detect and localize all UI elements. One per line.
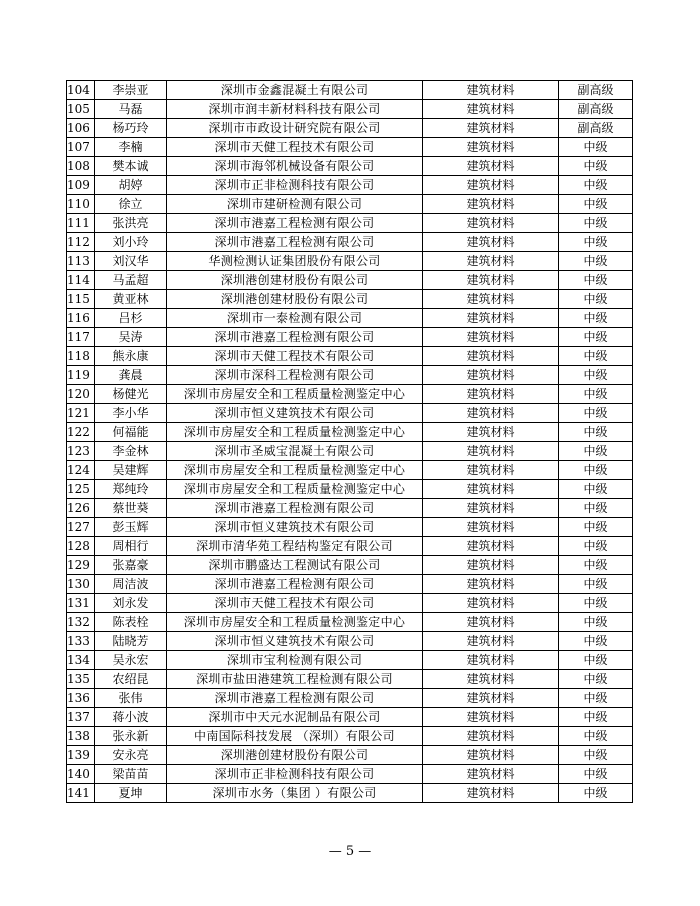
title-level-cell: 中级 (559, 233, 633, 252)
specialty-field-cell: 建筑材料 (423, 423, 559, 442)
table-row (67, 328, 633, 347)
person-name-cell: 刘小玲 (95, 233, 167, 252)
table-row (67, 138, 633, 157)
organization-name-cell: 深圳市中天元水泥制品有限公司 (167, 708, 423, 727)
person-name-cell: 郑纯玲 (95, 480, 167, 499)
organization-name-cell: 深圳市润丰新材料科技有限公司 (167, 100, 423, 119)
table-row (67, 271, 633, 290)
person-name-cell: 张洪亮 (95, 214, 167, 233)
specialty-field-cell: 建筑材料 (423, 537, 559, 556)
title-level-cell: 中级 (559, 537, 633, 556)
organization-name-cell: 深圳市鹏盛达工程测试有限公司 (167, 556, 423, 575)
organization-name-cell: 深圳市恒义建筑技术有限公司 (167, 632, 423, 651)
row-number-cell: 113 (67, 252, 95, 271)
table-row (67, 176, 633, 195)
person-name-cell: 吴涛 (95, 328, 167, 347)
title-level-cell: 中级 (559, 252, 633, 271)
row-number-cell: 119 (67, 366, 95, 385)
table-row (67, 708, 633, 727)
row-number-cell: 115 (67, 290, 95, 309)
person-name-cell: 吴永宏 (95, 651, 167, 670)
specialty-field-cell: 建筑材料 (423, 81, 559, 100)
table-row (67, 366, 633, 385)
row-number-cell: 121 (67, 404, 95, 423)
row-number-cell: 105 (67, 100, 95, 119)
table-row (67, 727, 633, 746)
specialty-field-cell: 建筑材料 (423, 784, 559, 803)
row-number-cell: 135 (67, 670, 95, 689)
person-name-cell: 周相行 (95, 537, 167, 556)
row-number-cell: 108 (67, 157, 95, 176)
table-row (67, 784, 633, 803)
organization-name-cell: 深圳市港嘉工程检测有限公司 (167, 328, 423, 347)
personnel-table-body (67, 81, 633, 803)
row-number-cell: 137 (67, 708, 95, 727)
specialty-field-cell: 建筑材料 (423, 176, 559, 195)
table-row (67, 309, 633, 328)
table-row (67, 651, 633, 670)
specialty-field-cell: 建筑材料 (423, 613, 559, 632)
row-number-cell: 122 (67, 423, 95, 442)
title-level-cell: 中级 (559, 271, 633, 290)
specialty-field-cell: 建筑材料 (423, 518, 559, 537)
specialty-field-cell: 建筑材料 (423, 157, 559, 176)
organization-name-cell: 深圳市水务（集团 ）有限公司 (167, 784, 423, 803)
title-level-cell: 中级 (559, 442, 633, 461)
person-name-cell: 梁苗苗 (95, 765, 167, 784)
organization-name-cell: 深圳市港嘉工程检测有限公司 (167, 689, 423, 708)
organization-name-cell: 深圳市港嘉工程检测有限公司 (167, 214, 423, 233)
table-row (67, 157, 633, 176)
person-name-cell: 农绍昆 (95, 670, 167, 689)
row-number-cell: 133 (67, 632, 95, 651)
specialty-field-cell: 建筑材料 (423, 233, 559, 252)
table-row (67, 670, 633, 689)
table-row (67, 537, 633, 556)
row-number-cell: 131 (67, 594, 95, 613)
organization-name-cell: 深圳市天健工程技术有限公司 (167, 594, 423, 613)
organization-name-cell: 华测检测认证集团股份有限公司 (167, 252, 423, 271)
title-level-cell: 中级 (559, 423, 633, 442)
row-number-cell: 125 (67, 480, 95, 499)
row-number-cell: 116 (67, 309, 95, 328)
specialty-field-cell: 建筑材料 (423, 632, 559, 651)
row-number-cell: 112 (67, 233, 95, 252)
row-number-cell: 124 (67, 461, 95, 480)
organization-name-cell: 深圳市清华苑工程结构鉴定有限公司 (167, 537, 423, 556)
table-row (67, 214, 633, 233)
organization-name-cell: 深圳市天健工程技术有限公司 (167, 138, 423, 157)
title-level-cell: 中级 (559, 518, 633, 537)
specialty-field-cell: 建筑材料 (423, 366, 559, 385)
table-row (67, 480, 633, 499)
title-level-cell: 副高级 (559, 81, 633, 100)
table-row (67, 518, 633, 537)
organization-name-cell: 深圳市市政设计研究院有限公司 (167, 119, 423, 138)
row-number-cell: 118 (67, 347, 95, 366)
personnel-table (66, 80, 633, 803)
person-name-cell: 张伟 (95, 689, 167, 708)
organization-name-cell: 深圳市房屋安全和工程质量检测鉴定中心 (167, 613, 423, 632)
title-level-cell: 副高级 (559, 100, 633, 119)
table-row (67, 632, 633, 651)
person-name-cell: 周洁波 (95, 575, 167, 594)
specialty-field-cell: 建筑材料 (423, 328, 559, 347)
row-number-cell: 117 (67, 328, 95, 347)
specialty-field-cell: 建筑材料 (423, 727, 559, 746)
title-level-cell: 中级 (559, 480, 633, 499)
organization-name-cell: 深圳市一泰检测有限公司 (167, 309, 423, 328)
title-level-cell: 中级 (559, 176, 633, 195)
table-row (67, 290, 633, 309)
row-number-cell: 127 (67, 518, 95, 537)
specialty-field-cell: 建筑材料 (423, 385, 559, 404)
specialty-field-cell: 建筑材料 (423, 594, 559, 613)
row-number-cell: 139 (67, 746, 95, 765)
table-row (67, 765, 633, 784)
title-level-cell: 中级 (559, 328, 633, 347)
table-row (67, 613, 633, 632)
person-name-cell: 刘永发 (95, 594, 167, 613)
person-name-cell: 龚晨 (95, 366, 167, 385)
table-row (67, 499, 633, 518)
person-name-cell: 吕杉 (95, 309, 167, 328)
title-level-cell: 中级 (559, 594, 633, 613)
title-level-cell: 中级 (559, 746, 633, 765)
specialty-field-cell: 建筑材料 (423, 309, 559, 328)
organization-name-cell: 深圳市宝利检测有限公司 (167, 651, 423, 670)
row-number-cell: 134 (67, 651, 95, 670)
person-name-cell: 陆晓芳 (95, 632, 167, 651)
person-name-cell: 张永新 (95, 727, 167, 746)
organization-name-cell: 深圳市盐田港建筑工程检测有限公司 (167, 670, 423, 689)
title-level-cell: 中级 (559, 575, 633, 594)
title-level-cell: 中级 (559, 347, 633, 366)
specialty-field-cell: 建筑材料 (423, 670, 559, 689)
table-row (67, 385, 633, 404)
row-number-cell: 136 (67, 689, 95, 708)
table-row (67, 689, 633, 708)
organization-name-cell: 深圳市恒义建筑技术有限公司 (167, 404, 423, 423)
organization-name-cell: 深圳市港嘉工程检测有限公司 (167, 575, 423, 594)
person-name-cell: 徐立 (95, 195, 167, 214)
title-level-cell: 副高级 (559, 119, 633, 138)
table-row (67, 233, 633, 252)
person-name-cell: 陈表栓 (95, 613, 167, 632)
specialty-field-cell: 建筑材料 (423, 214, 559, 233)
row-number-cell: 132 (67, 613, 95, 632)
table-row (67, 461, 633, 480)
person-name-cell: 彭玉辉 (95, 518, 167, 537)
row-number-cell: 106 (67, 119, 95, 138)
table-row (67, 252, 633, 271)
title-level-cell: 中级 (559, 309, 633, 328)
title-level-cell: 中级 (559, 385, 633, 404)
organization-name-cell: 深圳市正非检测科技有限公司 (167, 176, 423, 195)
title-level-cell: 中级 (559, 290, 633, 309)
organization-name-cell: 深圳市建研检测有限公司 (167, 195, 423, 214)
row-number-cell: 114 (67, 271, 95, 290)
specialty-field-cell: 建筑材料 (423, 765, 559, 784)
specialty-field-cell: 建筑材料 (423, 100, 559, 119)
organization-name-cell: 深圳市金鑫混凝土有限公司 (167, 81, 423, 100)
title-level-cell: 中级 (559, 651, 633, 670)
title-level-cell: 中级 (559, 727, 633, 746)
person-name-cell: 李金林 (95, 442, 167, 461)
organization-name-cell: 深圳市房屋安全和工程质量检测鉴定中心 (167, 480, 423, 499)
organization-name-cell: 深圳港创建材股份有限公司 (167, 746, 423, 765)
person-name-cell: 熊永康 (95, 347, 167, 366)
person-name-cell: 李楠 (95, 138, 167, 157)
person-name-cell: 杨健光 (95, 385, 167, 404)
organization-name-cell: 深圳市圣威宝混凝土有限公司 (167, 442, 423, 461)
specialty-field-cell: 建筑材料 (423, 404, 559, 423)
person-name-cell: 刘汉华 (95, 252, 167, 271)
specialty-field-cell: 建筑材料 (423, 461, 559, 480)
person-name-cell: 马磊 (95, 100, 167, 119)
table-row (67, 746, 633, 765)
table-row (67, 404, 633, 423)
title-level-cell: 中级 (559, 461, 633, 480)
person-name-cell: 夏坤 (95, 784, 167, 803)
title-level-cell: 中级 (559, 138, 633, 157)
organization-name-cell: 深圳市海邻机械设备有限公司 (167, 157, 423, 176)
organization-name-cell: 深圳市房屋安全和工程质量检测鉴定中心 (167, 423, 423, 442)
row-number-cell: 126 (67, 499, 95, 518)
organization-name-cell: 深圳市港嘉工程检测有限公司 (167, 499, 423, 518)
person-name-cell: 胡婷 (95, 176, 167, 195)
person-name-cell: 杨巧玲 (95, 119, 167, 138)
person-name-cell: 樊本诚 (95, 157, 167, 176)
organization-name-cell: 深圳港创建材股份有限公司 (167, 271, 423, 290)
row-number-cell: 138 (67, 727, 95, 746)
title-level-cell: 中级 (559, 499, 633, 518)
organization-name-cell: 深圳市恒义建筑技术有限公司 (167, 518, 423, 537)
title-level-cell: 中级 (559, 556, 633, 575)
row-number-cell: 128 (67, 537, 95, 556)
row-number-cell: 120 (67, 385, 95, 404)
row-number-cell: 111 (67, 214, 95, 233)
title-level-cell: 中级 (559, 195, 633, 214)
person-name-cell: 吴建辉 (95, 461, 167, 480)
row-number-cell: 107 (67, 138, 95, 157)
person-name-cell: 何福能 (95, 423, 167, 442)
person-name-cell: 李小华 (95, 404, 167, 423)
person-name-cell: 黄亚林 (95, 290, 167, 309)
row-number-cell: 104 (67, 81, 95, 100)
table-row (67, 556, 633, 575)
specialty-field-cell: 建筑材料 (423, 290, 559, 309)
person-name-cell: 李崇亚 (95, 81, 167, 100)
specialty-field-cell: 建筑材料 (423, 689, 559, 708)
table-row (67, 442, 633, 461)
table-row (67, 100, 633, 119)
specialty-field-cell: 建筑材料 (423, 556, 559, 575)
title-level-cell: 中级 (559, 765, 633, 784)
person-name-cell: 蔡世葵 (95, 499, 167, 518)
specialty-field-cell: 建筑材料 (423, 575, 559, 594)
table-row (67, 347, 633, 366)
specialty-field-cell: 建筑材料 (423, 651, 559, 670)
person-name-cell: 蒋小波 (95, 708, 167, 727)
person-name-cell: 张嘉豪 (95, 556, 167, 575)
person-name-cell: 安永亮 (95, 746, 167, 765)
row-number-cell: 130 (67, 575, 95, 594)
table-row (67, 594, 633, 613)
specialty-field-cell: 建筑材料 (423, 708, 559, 727)
specialty-field-cell: 建筑材料 (423, 119, 559, 138)
specialty-field-cell: 建筑材料 (423, 442, 559, 461)
title-level-cell: 中级 (559, 632, 633, 651)
specialty-field-cell: 建筑材料 (423, 195, 559, 214)
row-number-cell: 110 (67, 195, 95, 214)
title-level-cell: 中级 (559, 708, 633, 727)
table-row (67, 423, 633, 442)
organization-name-cell: 深圳市天健工程技术有限公司 (167, 347, 423, 366)
page-number: — 5 — (328, 844, 372, 859)
organization-name-cell: 深圳市深科工程检测有限公司 (167, 366, 423, 385)
row-number-cell: 141 (67, 784, 95, 803)
row-number-cell: 109 (67, 176, 95, 195)
title-level-cell: 中级 (559, 670, 633, 689)
table-row (67, 81, 633, 100)
specialty-field-cell: 建筑材料 (423, 138, 559, 157)
table-row (67, 575, 633, 594)
title-level-cell: 中级 (559, 157, 633, 176)
title-level-cell: 中级 (559, 613, 633, 632)
specialty-field-cell: 建筑材料 (423, 499, 559, 518)
specialty-field-cell: 建筑材料 (423, 480, 559, 499)
title-level-cell: 中级 (559, 784, 633, 803)
title-level-cell: 中级 (559, 689, 633, 708)
specialty-field-cell: 建筑材料 (423, 347, 559, 366)
title-level-cell: 中级 (559, 366, 633, 385)
specialty-field-cell: 建筑材料 (423, 746, 559, 765)
organization-name-cell: 深圳港创建材股份有限公司 (167, 290, 423, 309)
organization-name-cell: 中南国际科技发展 （深圳）有限公司 (167, 727, 423, 746)
row-number-cell: 123 (67, 442, 95, 461)
row-number-cell: 140 (67, 765, 95, 784)
row-number-cell: 129 (67, 556, 95, 575)
specialty-field-cell: 建筑材料 (423, 252, 559, 271)
organization-name-cell: 深圳市房屋安全和工程质量检测鉴定中心 (167, 385, 423, 404)
title-level-cell: 中级 (559, 404, 633, 423)
person-name-cell: 马孟超 (95, 271, 167, 290)
title-level-cell: 中级 (559, 214, 633, 233)
organization-name-cell: 深圳市正非检测科技有限公司 (167, 765, 423, 784)
specialty-field-cell: 建筑材料 (423, 271, 559, 290)
organization-name-cell: 深圳市房屋安全和工程质量检测鉴定中心 (167, 461, 423, 480)
table-row (67, 119, 633, 138)
organization-name-cell: 深圳市港嘉工程检测有限公司 (167, 233, 423, 252)
table-row (67, 195, 633, 214)
